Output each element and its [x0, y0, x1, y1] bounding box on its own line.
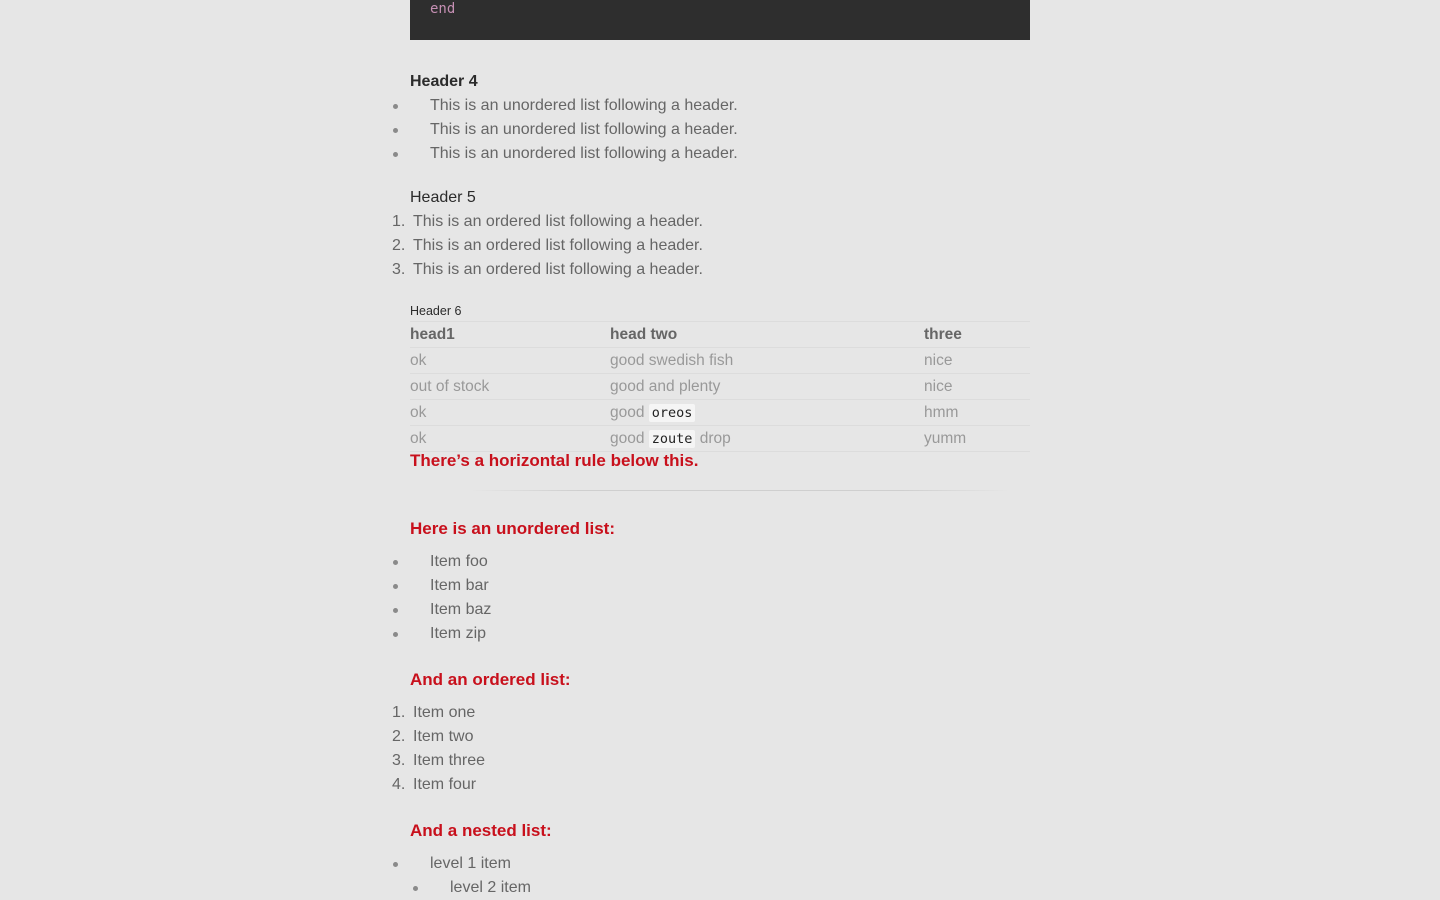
- list-number: 2.: [392, 728, 406, 745]
- table-header-row: [410, 322, 1030, 348]
- horizontal-rule: [470, 490, 1010, 491]
- bullet-icon: [413, 886, 418, 891]
- code-line-end: end: [430, 1, 456, 17]
- table-cell: [610, 400, 924, 426]
- list-item: This is an ordered list following a header.: [413, 237, 703, 254]
- list-item: This is an ordered list following a header.: [413, 261, 703, 278]
- table-cell: out of stock: [410, 374, 610, 400]
- list-item: This is an unordered list following a header.: [430, 97, 738, 114]
- table-cell: nice: [924, 374, 1030, 400]
- table-cell: [610, 374, 924, 400]
- cell-text: drop: [695, 429, 731, 447]
- table-header-cell: three: [924, 322, 1030, 348]
- list-number: 4.: [392, 776, 406, 793]
- bullet-icon: [393, 128, 398, 133]
- inline-code: zoute: [649, 430, 696, 448]
- list-item: Item foo: [430, 553, 488, 570]
- list-item: Item zip: [430, 625, 487, 642]
- list-item: Item baz: [430, 601, 492, 618]
- bullet-icon: [393, 632, 398, 637]
- cell-text: good swedish fish: [610, 351, 734, 369]
- table-cell: [610, 348, 924, 374]
- list-number: 3.: [392, 752, 406, 769]
- cell-text: good: [610, 429, 649, 447]
- bullet-icon: [393, 152, 398, 157]
- table-cell: hmm: [924, 400, 1030, 426]
- table-row: [410, 374, 1030, 400]
- table-cell: ok: [410, 400, 610, 426]
- list-number: 1.: [392, 213, 406, 230]
- list-item: This is an unordered list following a header.: [430, 145, 738, 162]
- table-cell: [610, 426, 924, 452]
- list-item: Item bar: [430, 577, 489, 594]
- header-5: Header 5: [410, 189, 476, 206]
- list-item: Item four: [413, 776, 477, 793]
- table-row: [410, 426, 1030, 452]
- header-4: Header 4: [410, 73, 478, 90]
- nested-list-heading: And a nested list:: [410, 821, 552, 840]
- list-item: Item three: [413, 752, 486, 769]
- table-row: [410, 400, 1030, 426]
- table-cell: ok: [410, 426, 610, 452]
- cell-text: good: [610, 403, 649, 421]
- list-item: This is an unordered list following a header.: [430, 121, 738, 138]
- cell-text: good and plenty: [610, 377, 721, 395]
- ordered-list-heading: And an ordered list:: [410, 670, 571, 689]
- list-item: Item two: [413, 728, 474, 745]
- inline-code: oreos: [649, 404, 696, 422]
- hr-heading: There’s a horizontal rule below this.: [410, 451, 699, 470]
- list-number: 2.: [392, 237, 406, 254]
- list-item-level-1: level 1 item: [430, 855, 511, 872]
- code-block: [410, 0, 1030, 40]
- table-cell: nice: [924, 348, 1030, 374]
- list-item-level-2: level 2 item: [450, 879, 531, 896]
- list-number: 1.: [392, 704, 406, 721]
- header-6: Header 6: [410, 304, 462, 318]
- bullet-icon: [393, 584, 398, 589]
- table-row: [410, 348, 1030, 374]
- unordered-list-heading: Here is an unordered list:: [410, 519, 615, 538]
- list-item: This is an ordered list following a header.: [413, 213, 703, 230]
- table-header-cell: head two: [610, 322, 924, 348]
- bullet-icon: [393, 862, 398, 867]
- list-item: Item one: [413, 704, 476, 721]
- list-number: 3.: [392, 261, 406, 278]
- bullet-icon: [393, 608, 398, 613]
- bullet-icon: [393, 560, 398, 565]
- table-header-cell: head1: [410, 322, 610, 348]
- data-table: [410, 321, 1030, 452]
- bullet-icon: [393, 104, 398, 109]
- table-cell: yumm: [924, 426, 1030, 452]
- table-cell: ok: [410, 348, 610, 374]
